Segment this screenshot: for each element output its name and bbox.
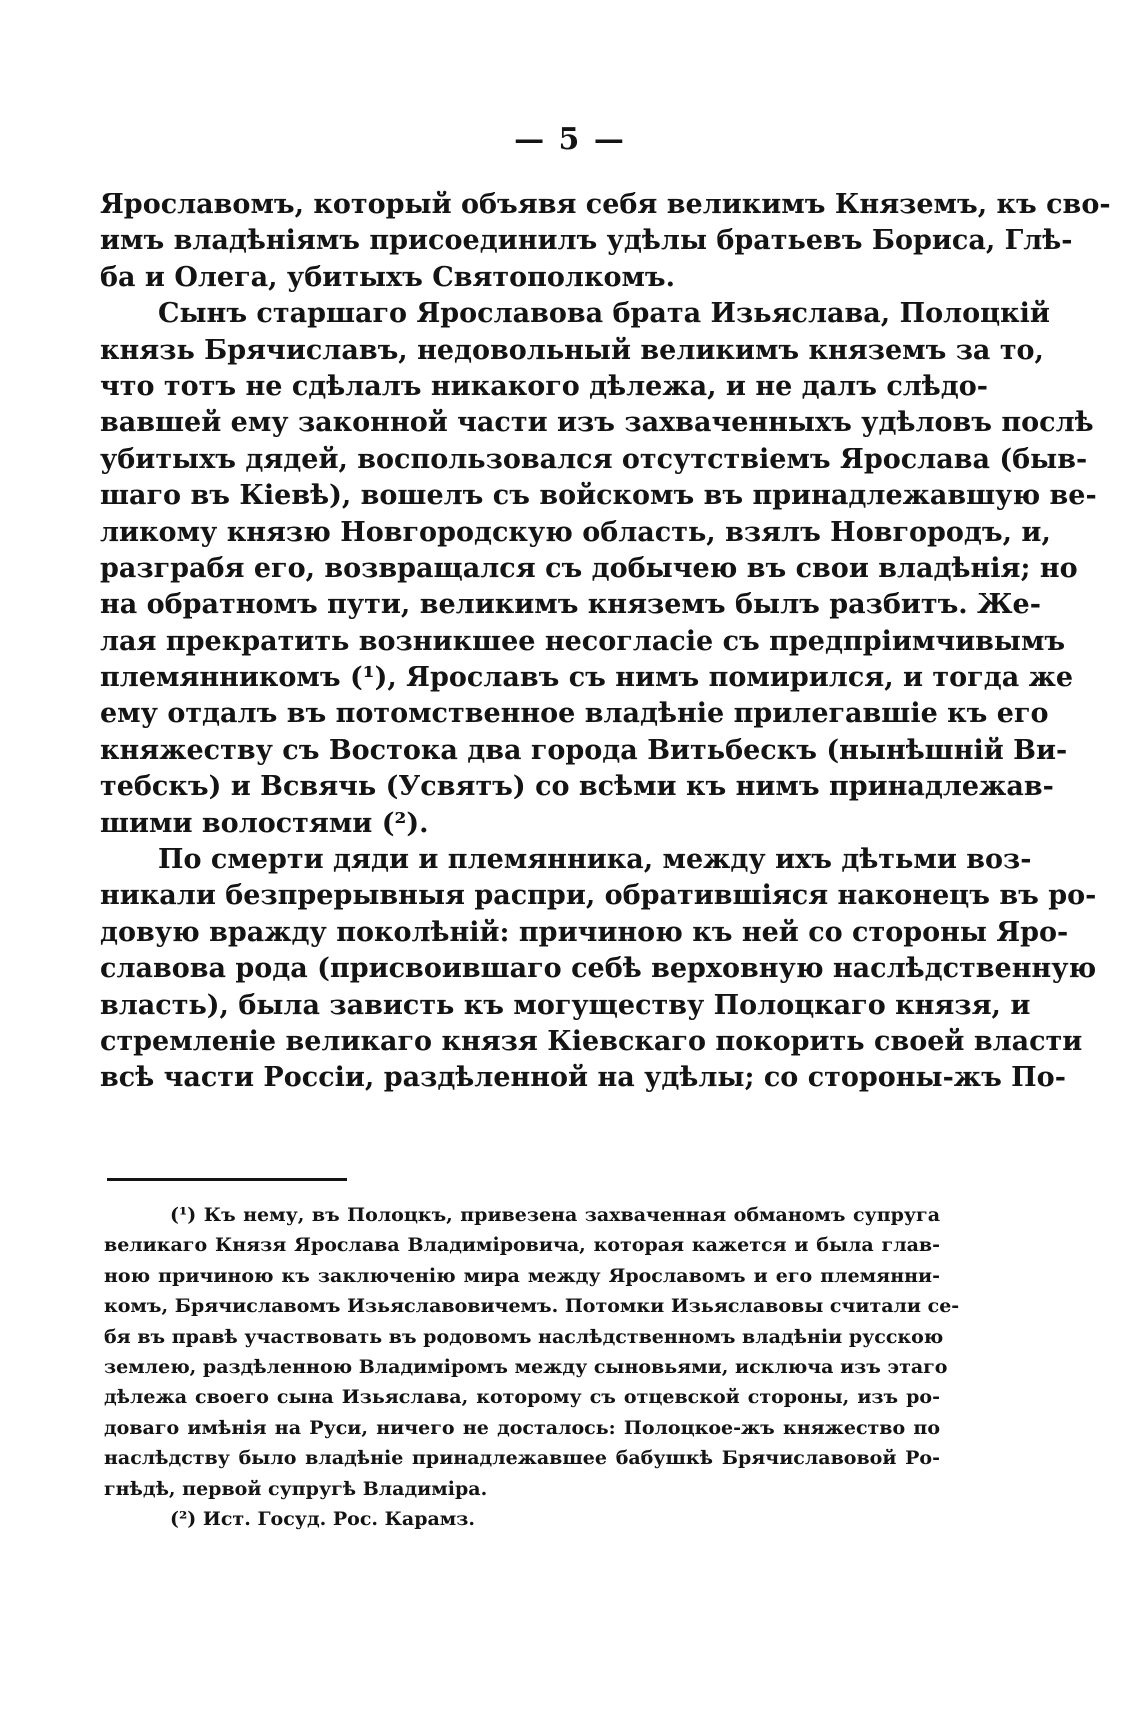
text-line: По смерти дяди и племянника, между ихъ дѣтьми воз- [158, 844, 1032, 876]
footnote-line: ною причиною къ заключенію мира между Ярославомъ и его племянни- [104, 1264, 940, 1287]
footnote-line: (²) Ист. Госуд. Рос. Карамз. [170, 1507, 476, 1530]
text-line: разграбя его, возвращался съ добычею въ свои владѣнія; но [100, 552, 1078, 584]
text-line: вавшей ему законной части изъ захваченныхъ удѣловъ послѣ [100, 407, 1094, 439]
text-line: ему отдалъ въ потомственное владѣніе прилегавшіе къ его [100, 698, 1049, 730]
text-line: довую вражду поколѣній: причиною къ ней со стороны Яро- [100, 916, 1069, 948]
footnote-line: землею, раздѣленною Владиміромъ между сыновьями, исключа изъ этаго [104, 1355, 948, 1378]
footnote-divider [107, 1178, 347, 1181]
text-line: убитыхъ дядей, воспользовался отсутствіемъ Ярослава (быв- [100, 443, 1088, 475]
text-line: на обратномъ пути, великимъ княземъ былъ разбитъ. Же- [100, 589, 1041, 621]
text-line: никали безпрерывныя распри, обратившіяся наконецъ въ ро- [100, 880, 1097, 912]
footnote-line: гнѣдѣ, первой супругѣ Владиміра. [104, 1477, 488, 1500]
text-line: княжеству съ Востока два города Витьбескъ (нынѣшній Ви- [100, 734, 1068, 766]
footnote-line: бя въ правѣ участвовать въ родовомъ наслѣдственномъ владѣніи русскою [104, 1325, 944, 1348]
text-line: всѣ части Россіи, раздѣленной на удѣлы; со стороны-жъ По- [100, 1062, 1066, 1094]
text-line: власть), была зависть къ могуществу Полоцкаго князя, и [100, 989, 1031, 1021]
text-line: славова рода (присвоившаго себѣ верховную наслѣдственную [100, 953, 1097, 985]
footnote-line: великаго Князя Ярослава Владиміровича, которая кажется и была глав- [104, 1234, 940, 1257]
footnote-line: доваго имѣнія на Руси, ничего не досталось: Полоцкое-жъ княжество по [104, 1416, 940, 1439]
text-line: ликому князю Новгородскую область, взялъ Новгородъ, и, [100, 516, 1051, 548]
footnotes [104, 1200, 960, 1534]
text-line: Ярославомъ, который объявя себя великимъ Княземъ, къ сво- [100, 189, 1111, 220]
footnote-line: дѣлежа своего сына Изьяслава, которому съ отцевской стороны, изъ ро- [104, 1386, 940, 1409]
footnote-line: комъ, Брячиславомъ Изьяславовичемъ. Потомки Изьяславовы считали се- [104, 1295, 960, 1318]
text-line: тебскъ) и Всвячь (Усвятъ) со всѣми къ нимъ принадлежав- [100, 771, 1054, 803]
footnote-line: (¹) Къ нему, въ Полоцкъ, привезена захваченная обманомъ супруга [170, 1204, 940, 1226]
text-line: имъ владѣніямъ присоединилъ удѣлы братьевъ Бориса, Глѣ- [100, 225, 1073, 257]
text-line: ба и Олега, убитыхъ Святополкомъ. [100, 261, 676, 293]
text-line: шаго въ Кіевѣ), вошелъ съ войскомъ въ принадлежавшую ве- [100, 480, 1097, 512]
main-text [100, 187, 1111, 1097]
text-line: князь Брячиславъ, недовольный великимъ княземъ за то, [100, 334, 1044, 366]
text-line: что тотъ не сдѣлалъ никакого дѣлежа, и не далъ слѣдо- [100, 370, 988, 402]
footnote-line: наслѣдству было владѣніе принадлежавшее бабушкѣ Брячиславовой Ро- [104, 1447, 940, 1470]
page-number: — 5 — [514, 122, 626, 157]
text-line: племянникомъ (¹), Ярославъ съ нимъ помирился, и тогда же [100, 662, 1074, 694]
text-line: стремленіе великаго князя Кіевскаго покорить своей власти [100, 1025, 1083, 1057]
text-line: шими волостями (²). [100, 807, 429, 839]
text-line: Сынъ старшаго Ярославова брата Изьяслава, Полоцкій [158, 298, 1050, 330]
text-line: лая прекратить возникшее несогласіе съ предпріимчивымъ [100, 625, 1066, 657]
